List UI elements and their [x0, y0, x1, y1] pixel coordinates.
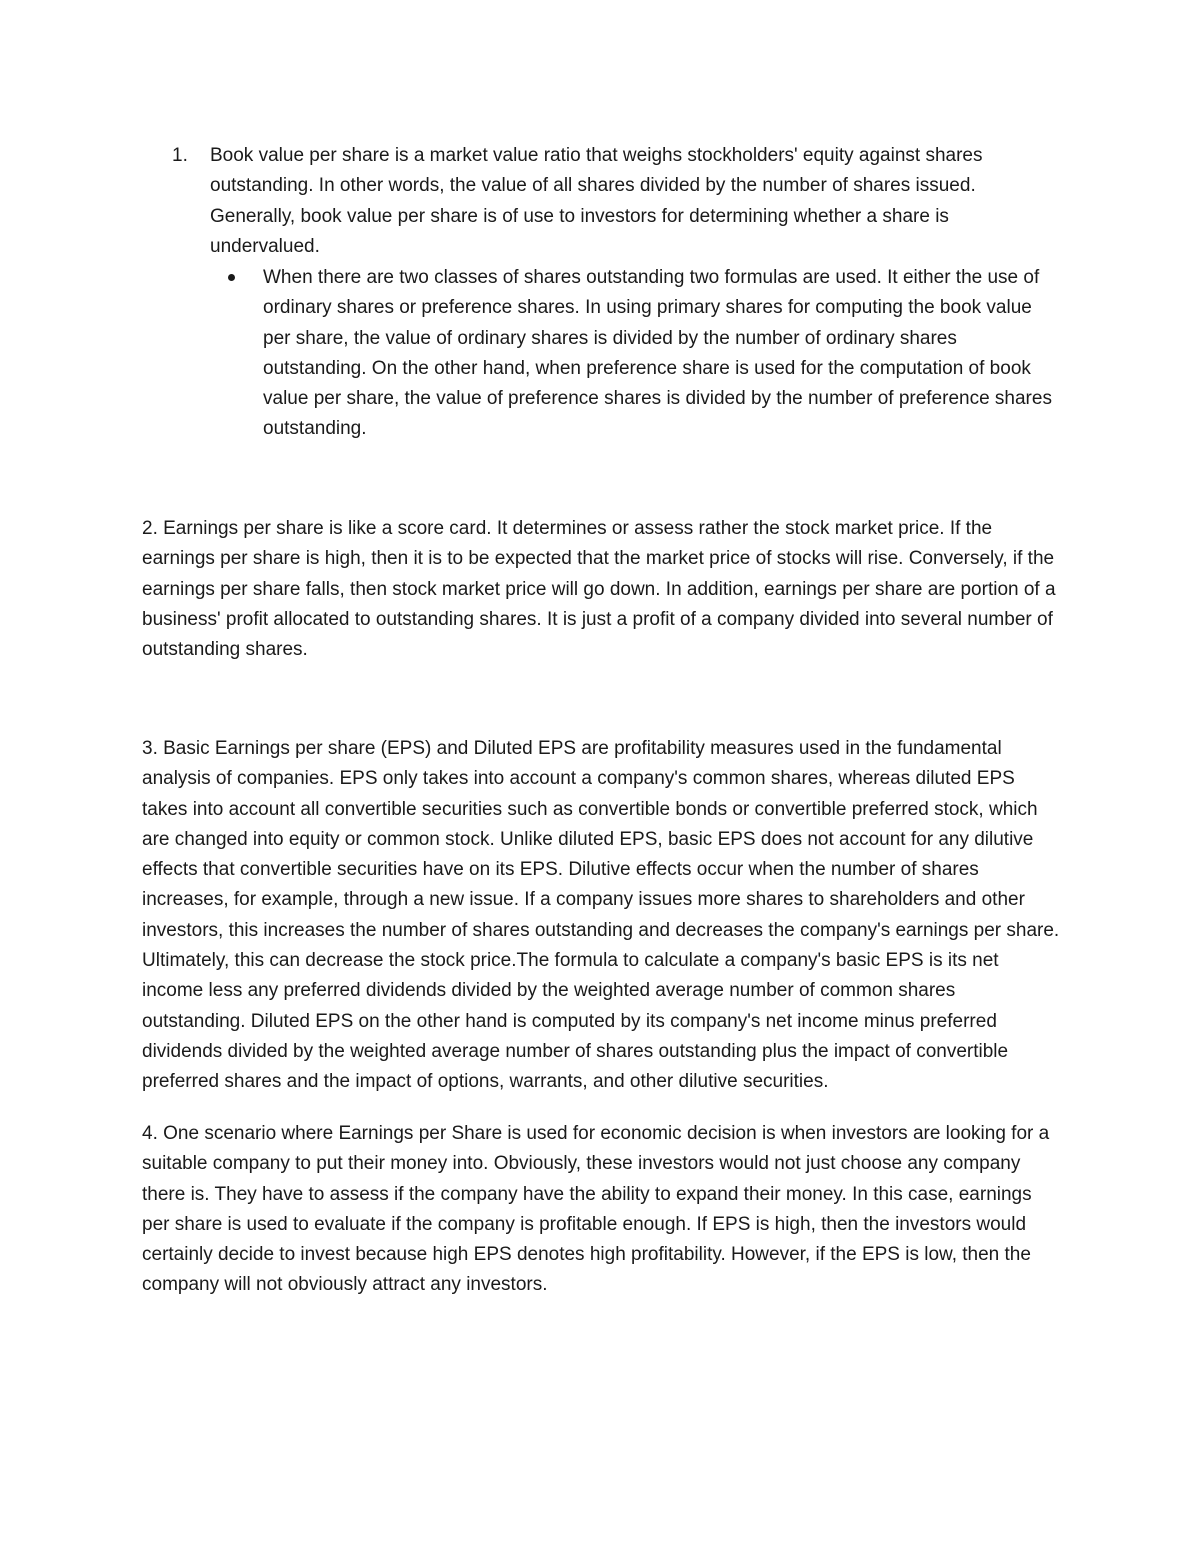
paragraph-3: 3. Basic Earnings per share (EPS) and Diluted EPS are profitability measures used in the fundamental analysis of companies. EPS only takes into account a company's common shares, whereas diluted EPS takes into account all convertible securities such as convertible bonds or convertible preferred stock, which are changed into equity or common stock. Unlike diluted EPS, basic EPS does not account for any dilutive effects that convertible securities have on its EPS. Dilutive effects occur when the number of shares increases, for example, through a new issue. If a company issues more shares to shareholders and other investors, this increases the number of shares outstanding and decreases the company's earnings per share. Ultimately, this can decrease the stock price.The formula to calculate a company's basic EPS is its net income less any preferred dividends divided by the weighted average number of common shares outstanding. Diluted EPS on the other hand is computed by its company's net income minus preferred dividends divided by the weighted average number of shares outstanding plus the impact of convertible preferred shares and the impact of options, warrants, and other dilutive securities. [142, 738, 1060, 1093]
item-number: 1. [172, 145, 188, 166]
paragraph-4: 4. One scenario where Earnings per Share is used for economic decision is when investors are looking for a suitable company to put their money into. Obviously, these investors would not just choose any company there is. They have to assess if the company have the ability to expand their money. In this case, earnings per share is used to evaluate if the company is profitable enough. If EPS is high, then the investors would certainly decide to invest because high EPS denotes high profitability. However, if the EPS is low, then the company will not obviously attract any investors. [142, 1123, 1050, 1296]
paragraph-2: 2. Earnings per share is like a score card. It determines or assess rather the stock market price. If the earnings per share is high, then it is to be expected that the market price of stocks will rise. Conversely, if the earnings per share falls, then stock market price will go down. In addition, earnings per share are portion of a business' profit allocated to outstanding shares. It is just a profit of a company divided into several number of outstanding shares. [142, 518, 1056, 661]
item-1-text: Book value per share is a market value ratio that weighs stockholders' equity against shares outstanding. In other words, the value of all shares divided by the number of shares issued. Generally, book value per share is of use to investors for determining whether a share is undervalued. [210, 145, 983, 257]
bullet-text: When there are two classes of shares outstanding two formulas are used. It either the use of ordinary shares or preference shares. In using primary shares for computing the book value per share, the value of ordinary shares is divided by the number of ordinary shares outstanding. On the other hand, when preference share is used for the computation of book value per share, the value of preference shares is divided by the number of preference shares outstanding. [263, 267, 1052, 440]
